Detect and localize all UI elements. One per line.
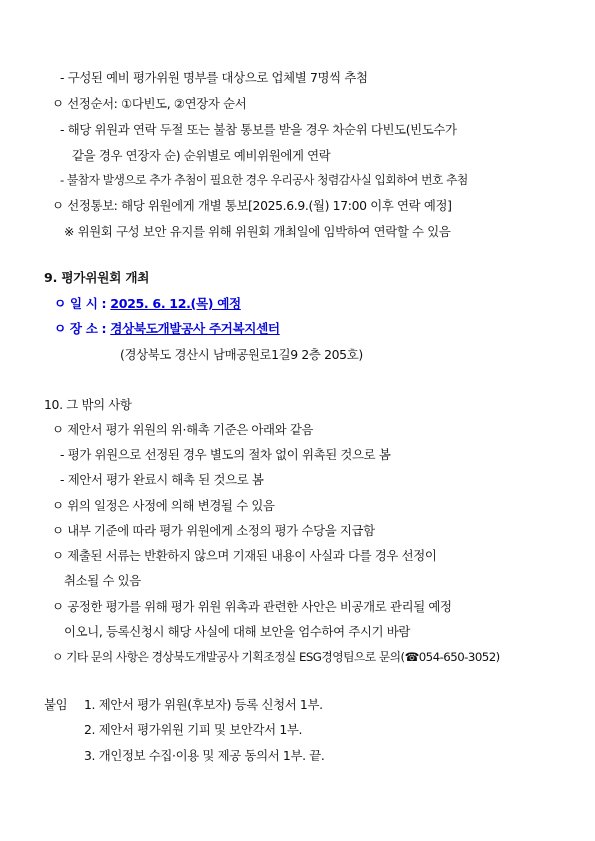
selection-notice: ㅇ 선정통보: 해당 위원에게 개별 통보[2025.6.9.(월) 17:00 이후 연락 예정] [52, 198, 452, 213]
meeting-date-label: ㅇ 일 시 : [54, 296, 111, 311]
meeting-date-value: 2025. 6. 12.(목) 예정 [110, 296, 241, 311]
security-note: ※ 위원회 구성 보안 유지를 위해 위원회 개최일에 임박하여 연락할 수 있음 [64, 224, 451, 239]
attachment-item-1: 1. 제안서 평가 위원(후보자) 등록 신청서 1부. [84, 697, 323, 712]
contact-note: ㅇ 기타 문의 사항은 경상북도개발공사 기획조정실 ESG경영팀으로 문의(☎054-650-3052) [52, 650, 500, 664]
documents-note-line2: 취소될 수 있음 [64, 573, 141, 588]
meeting-date [54, 296, 241, 312]
meeting-address: (경상북도 경산시 남매공원로1길9 2층 205호) [120, 347, 363, 362]
extra-draw-rule: - 불참자 발생으로 추가 추첨이 필요한 경우 우리공사 청렴감사실 입회하여 번호 추첨 [60, 173, 468, 187]
meeting-place-label: ㅇ 장 소 : [54, 321, 111, 336]
absence-rule-line1: - 해당 위원과 연락 두절 또는 불참 통보를 받을 경우 차순위 다빈도(빈도수가 [60, 122, 457, 137]
attachment-item-3: 3. 개인정보 수집·이용 및 제공 동의서 1부. 끝. [84, 748, 325, 763]
schedule-change-note: ㅇ 위의 일정은 사정에 의해 변경될 수 있음 [52, 498, 275, 513]
meeting-place-value: 경상북도개발공사 주거복지센터 [110, 321, 280, 336]
section10-heading: 10. 그 밖의 사항 [44, 397, 132, 412]
absence-rule-line2: 같을 경우 연장자 순) 순위별로 예비위원에게 연락 [72, 148, 331, 163]
attachment-label: 붙임 [44, 697, 68, 712]
dismissal-rule: - 제안서 평가 완료시 해촉 된 것으로 봄 [60, 472, 264, 487]
confidentiality-note-line2: 이오니, 등록신청시 해당 사실에 대해 보안을 엄수하여 주시기 바람 [64, 624, 411, 639]
documents-note-line1: ㅇ 제출된 서류는 반환하지 않으며 기재된 내용이 사실과 다를 경우 선정이 [52, 548, 437, 563]
confidentiality-note-line1: ㅇ 공정한 평가를 위해 평가 위원 위촉과 관련한 사안은 비공개로 관리될 예정 [52, 599, 452, 614]
appointment-criteria: ㅇ 제안서 평가 위원의 위·해촉 기준은 아래와 같음 [52, 422, 314, 437]
committee-draw-rule: - 구성된 예비 평가위원 명부를 대상으로 업체별 7명씩 추첨 [60, 70, 368, 85]
selection-order: ㅇ 선정순서: ①다빈도, ②연장자 순서 [52, 96, 247, 111]
section9-heading: 9. 평가위원회 개최 [44, 270, 150, 285]
allowance-note: ㅇ 내부 기준에 따라 평가 위원에게 소정의 평가 수당을 지급함 [52, 523, 375, 538]
appointment-rule: - 평가 위원으로 선정된 경우 별도의 절차 없이 위촉된 것으로 봄 [60, 447, 391, 462]
attachment-item-2: 2. 제안서 평가위원 기피 및 보안각서 1부. [84, 722, 303, 737]
meeting-place [54, 321, 280, 337]
